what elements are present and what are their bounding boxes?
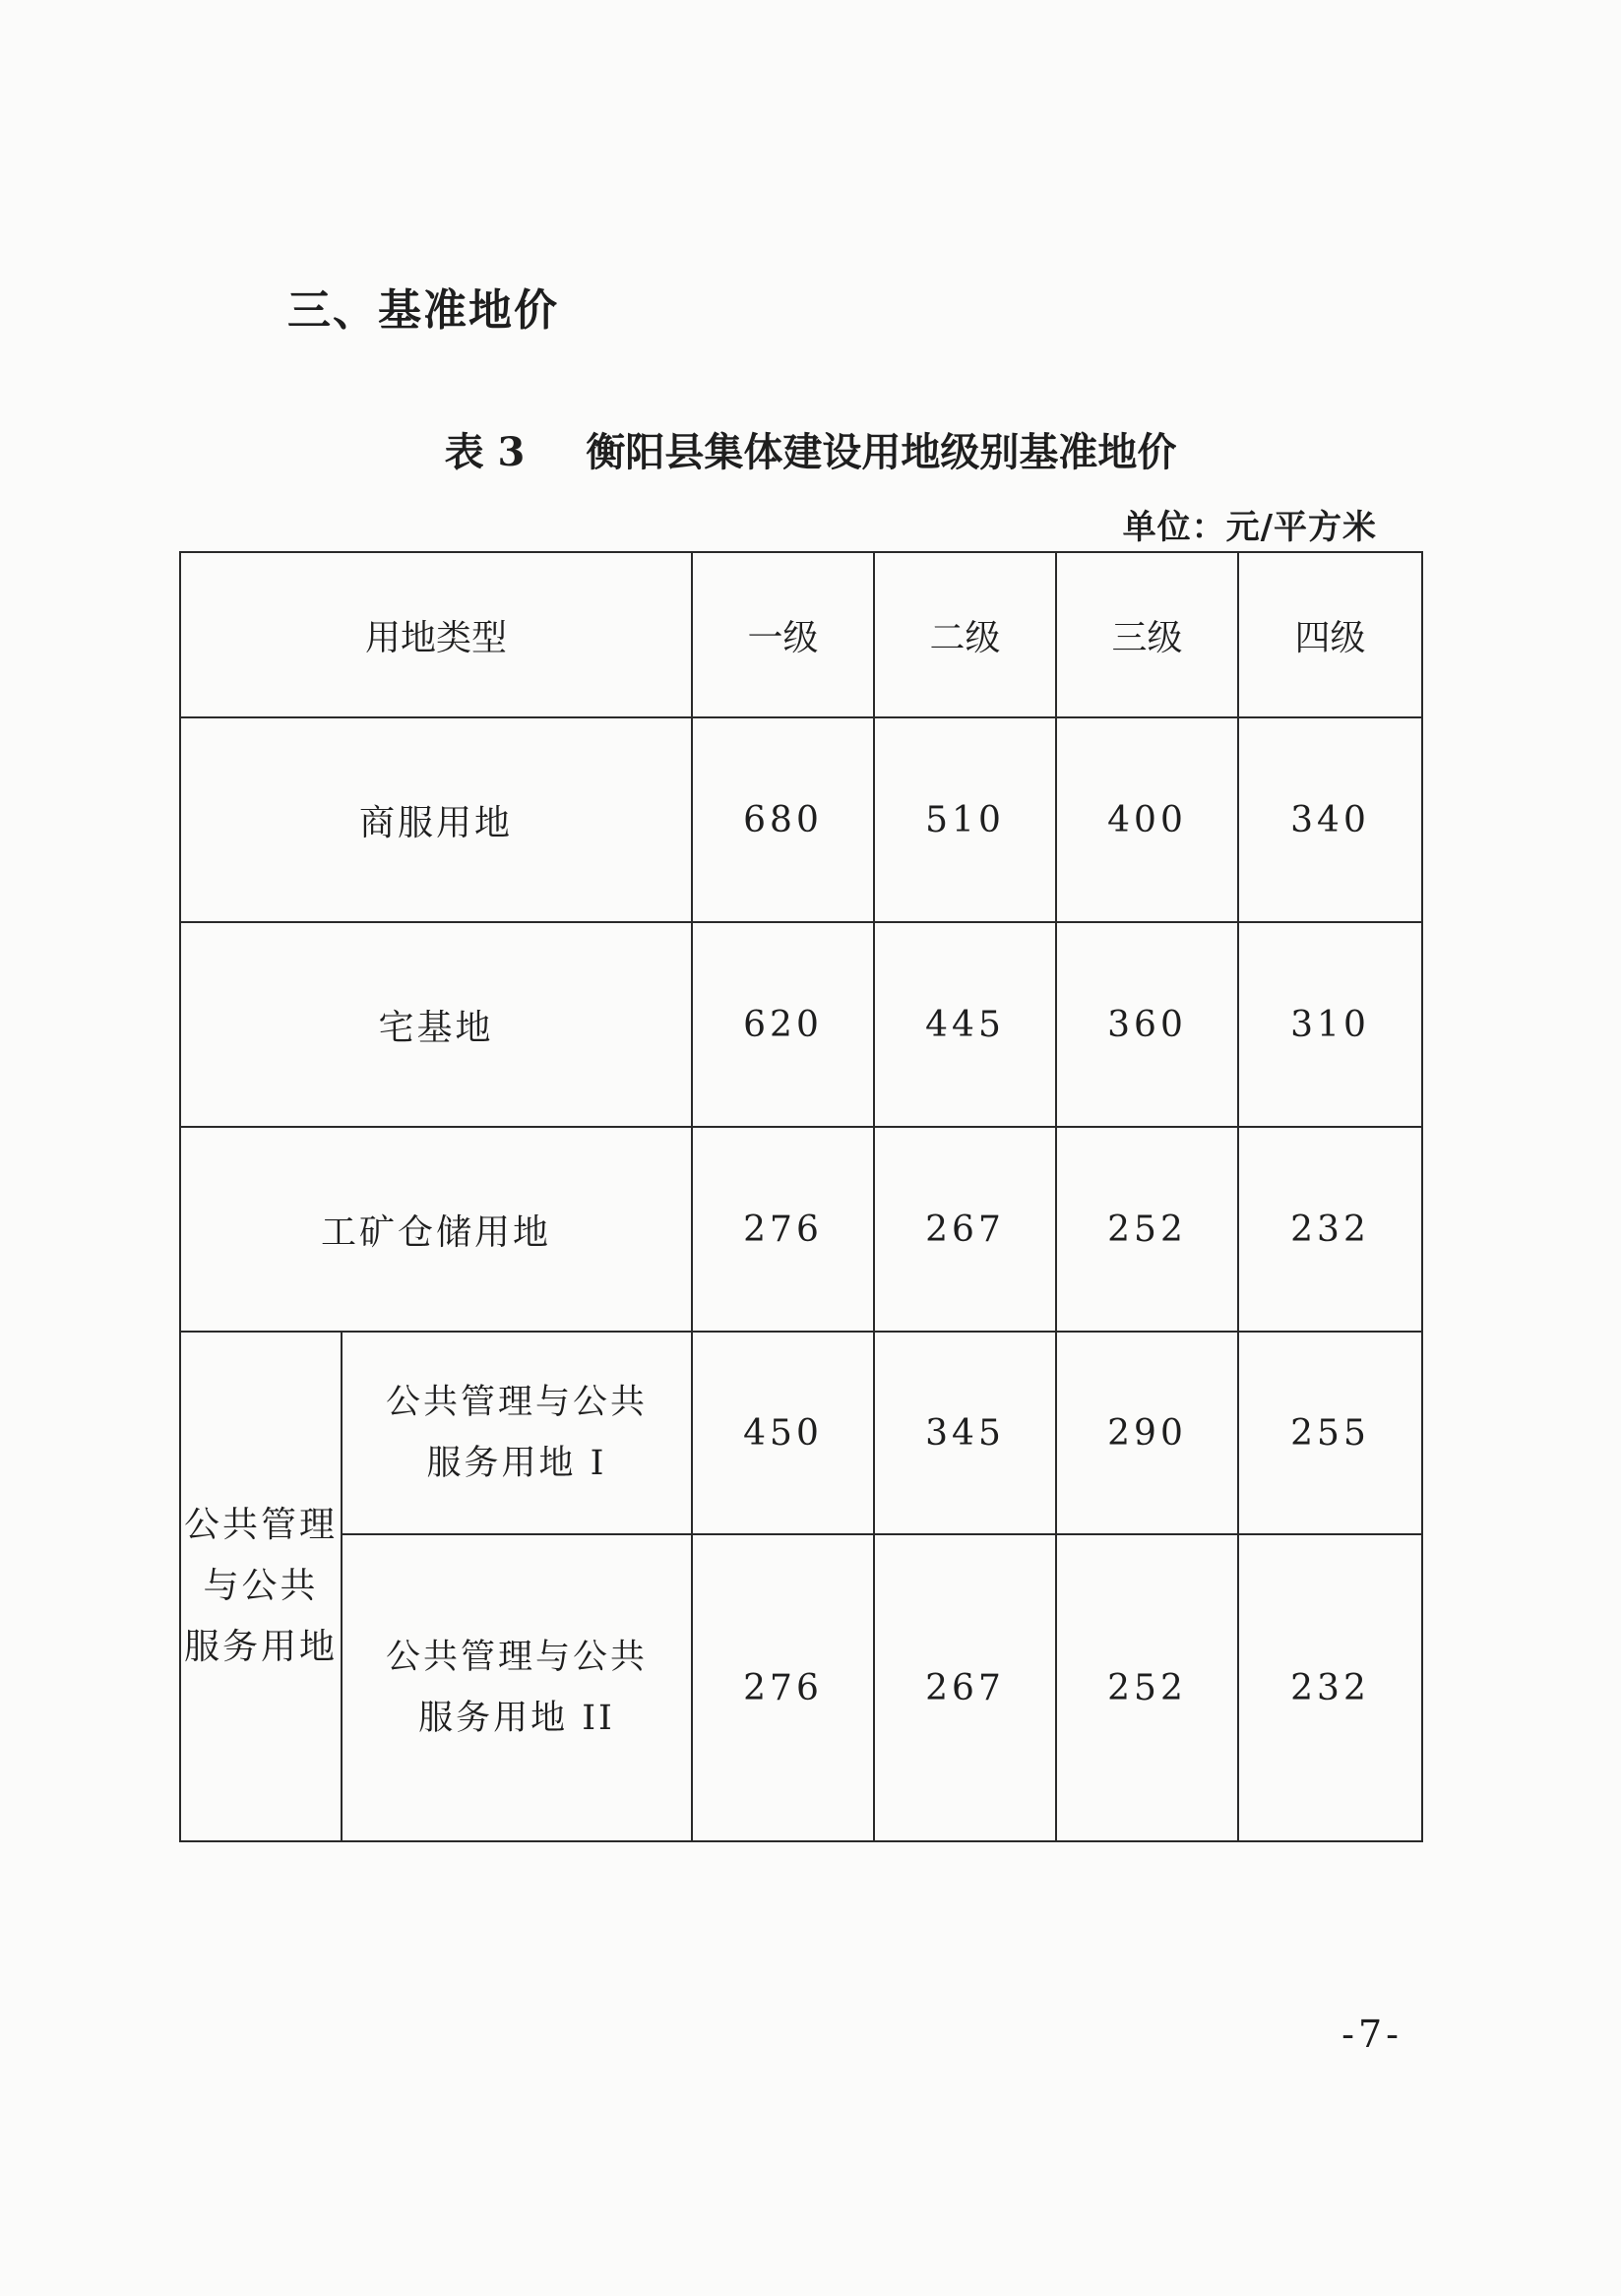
group-label-line: 服务用地 bbox=[183, 1627, 338, 1667]
price-cell: 345 bbox=[874, 1332, 1056, 1534]
table-row-commercial bbox=[180, 717, 1422, 922]
land-price-table bbox=[179, 551, 1423, 1842]
header-level-3: 三级 bbox=[1056, 552, 1238, 717]
price-cell: 445 bbox=[874, 922, 1056, 1127]
price-cell: 252 bbox=[1056, 1127, 1238, 1332]
price-cell: 267 bbox=[874, 1534, 1056, 1841]
sub-type-line: 公共管理与公共 bbox=[386, 1638, 649, 1677]
price-cell: 310 bbox=[1238, 922, 1422, 1127]
header-level-4: 四级 bbox=[1238, 552, 1422, 717]
table-row-industrial bbox=[180, 1127, 1422, 1332]
table-header-row bbox=[180, 552, 1422, 717]
table-row-public-service-2 bbox=[180, 1534, 1422, 1841]
land-type-cell: 宅基地 bbox=[180, 922, 692, 1127]
price-cell: 680 bbox=[692, 717, 874, 922]
land-type-cell: 工矿仓储用地 bbox=[180, 1127, 692, 1332]
price-cell: 276 bbox=[692, 1534, 874, 1841]
price-cell: 400 bbox=[1056, 717, 1238, 922]
sub-land-type-cell bbox=[342, 1332, 692, 1534]
sub-type-line: 服务用地 II bbox=[418, 1699, 615, 1738]
header-land-type: 用地类型 bbox=[180, 552, 692, 717]
land-type-cell: 商服用地 bbox=[180, 717, 692, 922]
page-number: - 7 - bbox=[1341, 2013, 1399, 2056]
header-level-2: 二级 bbox=[874, 552, 1056, 717]
price-cell: 255 bbox=[1238, 1332, 1422, 1534]
table-row-public-service-1 bbox=[180, 1332, 1422, 1534]
price-cell: 510 bbox=[874, 717, 1056, 922]
price-cell: 340 bbox=[1238, 717, 1422, 922]
group-label-line: 公共管理 bbox=[183, 1505, 338, 1545]
price-cell: 450 bbox=[692, 1332, 874, 1534]
price-cell: 232 bbox=[1238, 1127, 1422, 1332]
section-heading: 三、基准地价 bbox=[287, 285, 559, 336]
page-number-value: 7 bbox=[1357, 2013, 1383, 2056]
table-caption-title: 衡阳县集体建设用地级别基准地价 bbox=[586, 430, 1177, 475]
header-level-1: 一级 bbox=[692, 552, 874, 717]
group-label-line: 与公共 bbox=[203, 1566, 319, 1606]
price-cell: 360 bbox=[1056, 922, 1238, 1127]
sub-land-type-cell bbox=[342, 1534, 692, 1841]
unit-label: 单位：元/平方米 bbox=[1122, 508, 1377, 547]
sub-type-line: 公共管理与公共 bbox=[386, 1383, 649, 1422]
price-cell: 232 bbox=[1238, 1534, 1422, 1841]
group-land-type-cell bbox=[180, 1332, 342, 1841]
table-caption bbox=[0, 425, 1621, 480]
price-cell: 290 bbox=[1056, 1332, 1238, 1534]
price-cell: 276 bbox=[692, 1127, 874, 1332]
price-cell: 620 bbox=[692, 922, 874, 1127]
table-caption-number: 表 3 bbox=[444, 429, 526, 475]
table-row-homestead bbox=[180, 922, 1422, 1127]
sub-type-line: 服务用地 I bbox=[426, 1444, 607, 1483]
price-cell: 252 bbox=[1056, 1534, 1238, 1841]
price-cell: 267 bbox=[874, 1127, 1056, 1332]
